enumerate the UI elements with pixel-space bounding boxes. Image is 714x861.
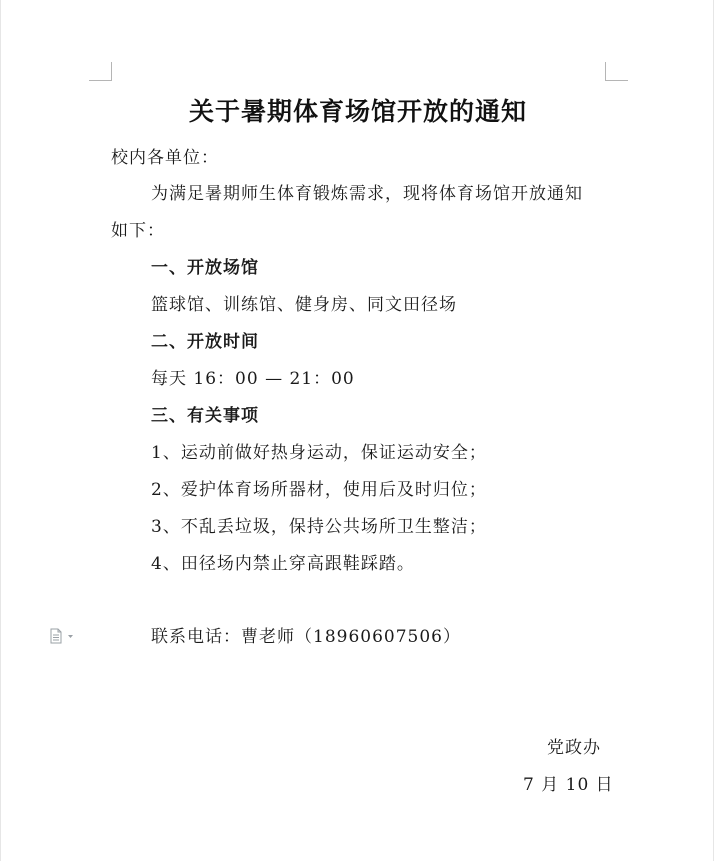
venues-list[interactable]: 篮球馆、训练馆、健身房、同文田径场: [151, 295, 457, 315]
intro-line-1[interactable]: 为满足暑期师生体育锻炼需求，现将体育场馆开放通知: [151, 184, 583, 204]
section-heading-venues[interactable]: 一、开放场馆: [151, 258, 259, 278]
document-title[interactable]: 关于暑期体育场馆开放的通知: [188, 97, 527, 126]
section-heading-hours[interactable]: 二、开放时间: [151, 332, 259, 352]
section-heading-notes[interactable]: 三、有关事项: [151, 406, 259, 426]
intro-line-2[interactable]: 如下：: [111, 221, 165, 241]
note-item-1[interactable]: 1、运动前做好热身运动，保证运动安全；: [151, 443, 487, 463]
contact-phone[interactable]: 联系电话：曹老师（18960607506）: [151, 627, 461, 647]
opening-hours[interactable]: 每天 16：00 — 21：00: [151, 369, 355, 389]
top-left-margin-mark: [89, 62, 112, 81]
top-right-margin-mark: [605, 62, 628, 81]
signature-office[interactable]: 党政办: [547, 738, 601, 758]
note-item-3[interactable]: 3、不乱丢垃圾，保持公共场所卫生整洁；: [151, 517, 487, 537]
salutation[interactable]: 校内各单位：: [111, 148, 219, 168]
note-item-2[interactable]: 2、爱护体育场所器材，使用后及时归位；: [151, 480, 487, 500]
note-item-4[interactable]: 4、田径场内禁止穿高跟鞋踩踏。: [151, 554, 415, 574]
document-options-icon[interactable]: [49, 628, 79, 644]
notice-date[interactable]: 7 月 10 日: [523, 775, 614, 795]
